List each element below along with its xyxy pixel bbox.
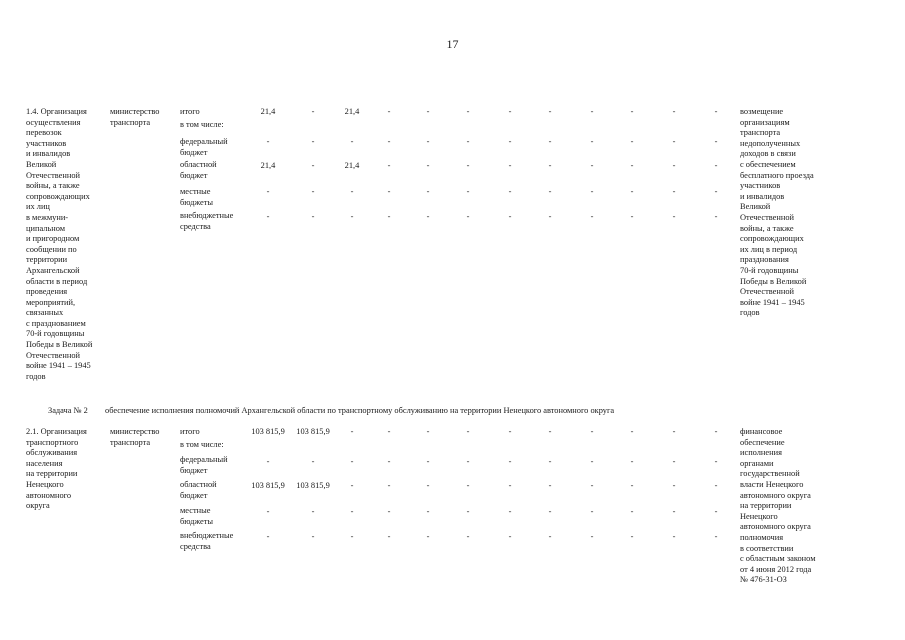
value-cell: - bbox=[590, 137, 594, 146]
value-cell: - bbox=[387, 107, 391, 116]
value-cell: - bbox=[590, 481, 594, 490]
source-label: в том числе: bbox=[180, 440, 224, 449]
value-cell: - bbox=[590, 161, 594, 170]
value-cell: - bbox=[714, 161, 718, 170]
value-cell: - bbox=[630, 457, 634, 466]
value-cell: - bbox=[508, 107, 512, 116]
value-cell: - bbox=[350, 187, 354, 196]
value-cell: - bbox=[590, 507, 594, 516]
value-cell: - bbox=[672, 507, 676, 516]
value-cell: - bbox=[508, 457, 512, 466]
value-cell: - bbox=[590, 427, 594, 436]
value-cell: - bbox=[266, 137, 270, 146]
value-cell: - bbox=[311, 532, 315, 541]
value-cell: - bbox=[508, 507, 512, 516]
task-label: Задача № 2 bbox=[48, 406, 88, 415]
value-cell: - bbox=[508, 137, 512, 146]
value-cell: - bbox=[311, 212, 315, 221]
value-cell: - bbox=[672, 212, 676, 221]
value-cell: - bbox=[426, 161, 430, 170]
value-cell: - bbox=[714, 107, 718, 116]
measure-name: 2.1. Организация транспортного обслуживания населения на территории Ненецкого автономного округа bbox=[26, 427, 87, 511]
value-cell: - bbox=[630, 161, 634, 170]
value-cell: - bbox=[508, 532, 512, 541]
value-cell: - bbox=[548, 507, 552, 516]
value-cell: - bbox=[508, 481, 512, 490]
value-cell: - bbox=[311, 137, 315, 146]
value-cell: 103 815,9 bbox=[296, 427, 330, 436]
source-label: федеральный бюджет bbox=[180, 137, 228, 157]
value-cell: - bbox=[387, 161, 391, 170]
source-label: в том числе: bbox=[180, 120, 224, 129]
value-cell: - bbox=[630, 507, 634, 516]
value-cell: - bbox=[672, 137, 676, 146]
value-cell: - bbox=[672, 187, 676, 196]
value-cell: - bbox=[714, 532, 718, 541]
value-cell: - bbox=[387, 457, 391, 466]
value-cell: - bbox=[672, 457, 676, 466]
value-cell: - bbox=[426, 532, 430, 541]
value-cell: 21,4 bbox=[260, 107, 276, 116]
value-cell: - bbox=[548, 137, 552, 146]
value-cell: - bbox=[590, 107, 594, 116]
value-cell: - bbox=[714, 507, 718, 516]
value-cell: - bbox=[266, 457, 270, 466]
value-cell: - bbox=[426, 187, 430, 196]
value-cell: - bbox=[466, 212, 470, 221]
value-cell: - bbox=[466, 532, 470, 541]
source-label: итого bbox=[180, 427, 200, 436]
source-label: внебюджетные средства bbox=[180, 531, 234, 551]
value-cell: - bbox=[426, 427, 430, 436]
value-cell: - bbox=[548, 481, 552, 490]
value-cell: - bbox=[311, 187, 315, 196]
value-cell: - bbox=[672, 481, 676, 490]
value-cell: - bbox=[508, 427, 512, 436]
source-label: внебюджетные средства bbox=[180, 211, 234, 231]
value-cell: - bbox=[311, 107, 315, 116]
value-cell: - bbox=[714, 457, 718, 466]
value-cell: - bbox=[672, 107, 676, 116]
value-cell: - bbox=[466, 187, 470, 196]
value-cell: - bbox=[508, 212, 512, 221]
value-cell: - bbox=[508, 161, 512, 170]
source-label: местные бюджеты bbox=[180, 187, 214, 207]
result-text: финансовое обеспечение исполнения органами государственной власти Ненецкого автономного округа на территории Ненецкого автономного округа полномочия в соответствии с областным законом от 4 июня 2012 года № 476-31-ОЗ bbox=[740, 427, 816, 585]
value-cell: - bbox=[672, 532, 676, 541]
value-cell: - bbox=[630, 481, 634, 490]
source-label: областной бюджет bbox=[180, 480, 217, 500]
value-cell: - bbox=[387, 212, 391, 221]
value-cell: - bbox=[548, 107, 552, 116]
value-cell: - bbox=[350, 457, 354, 466]
value-cell: - bbox=[508, 187, 512, 196]
value-cell: - bbox=[350, 481, 354, 490]
value-cell: - bbox=[387, 481, 391, 490]
value-cell: - bbox=[350, 507, 354, 516]
source-label: итого bbox=[180, 107, 200, 116]
value-cell: - bbox=[350, 427, 354, 436]
value-cell: - bbox=[630, 212, 634, 221]
value-cell: - bbox=[311, 457, 315, 466]
value-cell: - bbox=[266, 187, 270, 196]
value-cell: - bbox=[714, 427, 718, 436]
value-cell: - bbox=[714, 481, 718, 490]
value-cell: - bbox=[387, 532, 391, 541]
value-cell: - bbox=[266, 532, 270, 541]
value-cell: 103 815,9 bbox=[296, 481, 330, 490]
value-cell: - bbox=[426, 107, 430, 116]
result-text: возмещение организациям транспорта недополученных доходов в связи с обеспечением бесплатного проезда участников и инвалидов Великой Отечественной войны, а также сопровождающих их лиц в период празднования 70-й годовщины Победы в Великой Отечественной войне 1941 – 1945 годов bbox=[740, 107, 814, 318]
value-cell: - bbox=[714, 137, 718, 146]
value-cell: - bbox=[672, 427, 676, 436]
value-cell: - bbox=[590, 532, 594, 541]
value-cell: - bbox=[466, 107, 470, 116]
value-cell: - bbox=[311, 507, 315, 516]
value-cell: - bbox=[426, 507, 430, 516]
value-cell: - bbox=[548, 532, 552, 541]
value-cell: - bbox=[466, 137, 470, 146]
task-text: обеспечение исполнения полномочий Архангельской области по транспортному обслуживанию на территории Ненецкого автономного округа bbox=[105, 406, 615, 415]
value-cell: - bbox=[630, 107, 634, 116]
value-cell: 103 815,9 bbox=[251, 481, 285, 490]
executor-name: министерство транспорта bbox=[110, 427, 160, 447]
value-cell: - bbox=[630, 532, 634, 541]
value-cell: - bbox=[630, 427, 634, 436]
executor-name: министерство транспорта bbox=[110, 107, 160, 127]
value-cell: 21,4 bbox=[344, 161, 360, 170]
value-cell: - bbox=[548, 427, 552, 436]
page-number: 17 bbox=[446, 37, 459, 51]
value-cell: - bbox=[548, 161, 552, 170]
value-cell: 21,4 bbox=[344, 107, 360, 116]
value-cell: - bbox=[466, 427, 470, 436]
value-cell: - bbox=[548, 212, 552, 221]
measure-name: 1.4. Организация осуществления перевозок участников и инвалидов Великой Отечественной войны, а также сопровождающих их лиц в межмуни- ципальном и пригородном сообщении по территории Архангельской области в период проведения мероприятий, связанных с празднованием 70-й годовщины Победы в Великой Отечественной войне 1941 – 1945 годов bbox=[26, 107, 93, 381]
value-cell: - bbox=[466, 457, 470, 466]
value-cell: - bbox=[548, 187, 552, 196]
value-cell: - bbox=[387, 187, 391, 196]
value-cell: - bbox=[590, 457, 594, 466]
value-cell: - bbox=[266, 507, 270, 516]
value-cell: 21,4 bbox=[260, 161, 276, 170]
value-cell: - bbox=[630, 137, 634, 146]
value-cell: - bbox=[426, 457, 430, 466]
value-cell: - bbox=[387, 427, 391, 436]
source-label: федеральный бюджет bbox=[180, 455, 228, 475]
source-label: местные бюджеты bbox=[180, 506, 214, 526]
value-cell: - bbox=[466, 481, 470, 490]
value-cell: - bbox=[466, 161, 470, 170]
value-cell: - bbox=[426, 212, 430, 221]
value-cell: - bbox=[350, 212, 354, 221]
value-cell: - bbox=[426, 481, 430, 490]
value-cell: - bbox=[350, 532, 354, 541]
value-cell: - bbox=[387, 507, 391, 516]
source-label: областной бюджет bbox=[180, 160, 217, 180]
value-cell: - bbox=[311, 161, 315, 170]
value-cell: - bbox=[548, 457, 552, 466]
value-cell: - bbox=[714, 212, 718, 221]
value-cell: - bbox=[672, 161, 676, 170]
value-cell: 103 815,9 bbox=[251, 427, 285, 436]
value-cell: - bbox=[630, 187, 634, 196]
value-cell: - bbox=[266, 212, 270, 221]
value-cell: - bbox=[387, 137, 391, 146]
value-cell: - bbox=[714, 187, 718, 196]
value-cell: - bbox=[466, 507, 470, 516]
value-cell: - bbox=[426, 137, 430, 146]
value-cell: - bbox=[590, 212, 594, 221]
value-cell: - bbox=[350, 137, 354, 146]
value-cell: - bbox=[590, 187, 594, 196]
